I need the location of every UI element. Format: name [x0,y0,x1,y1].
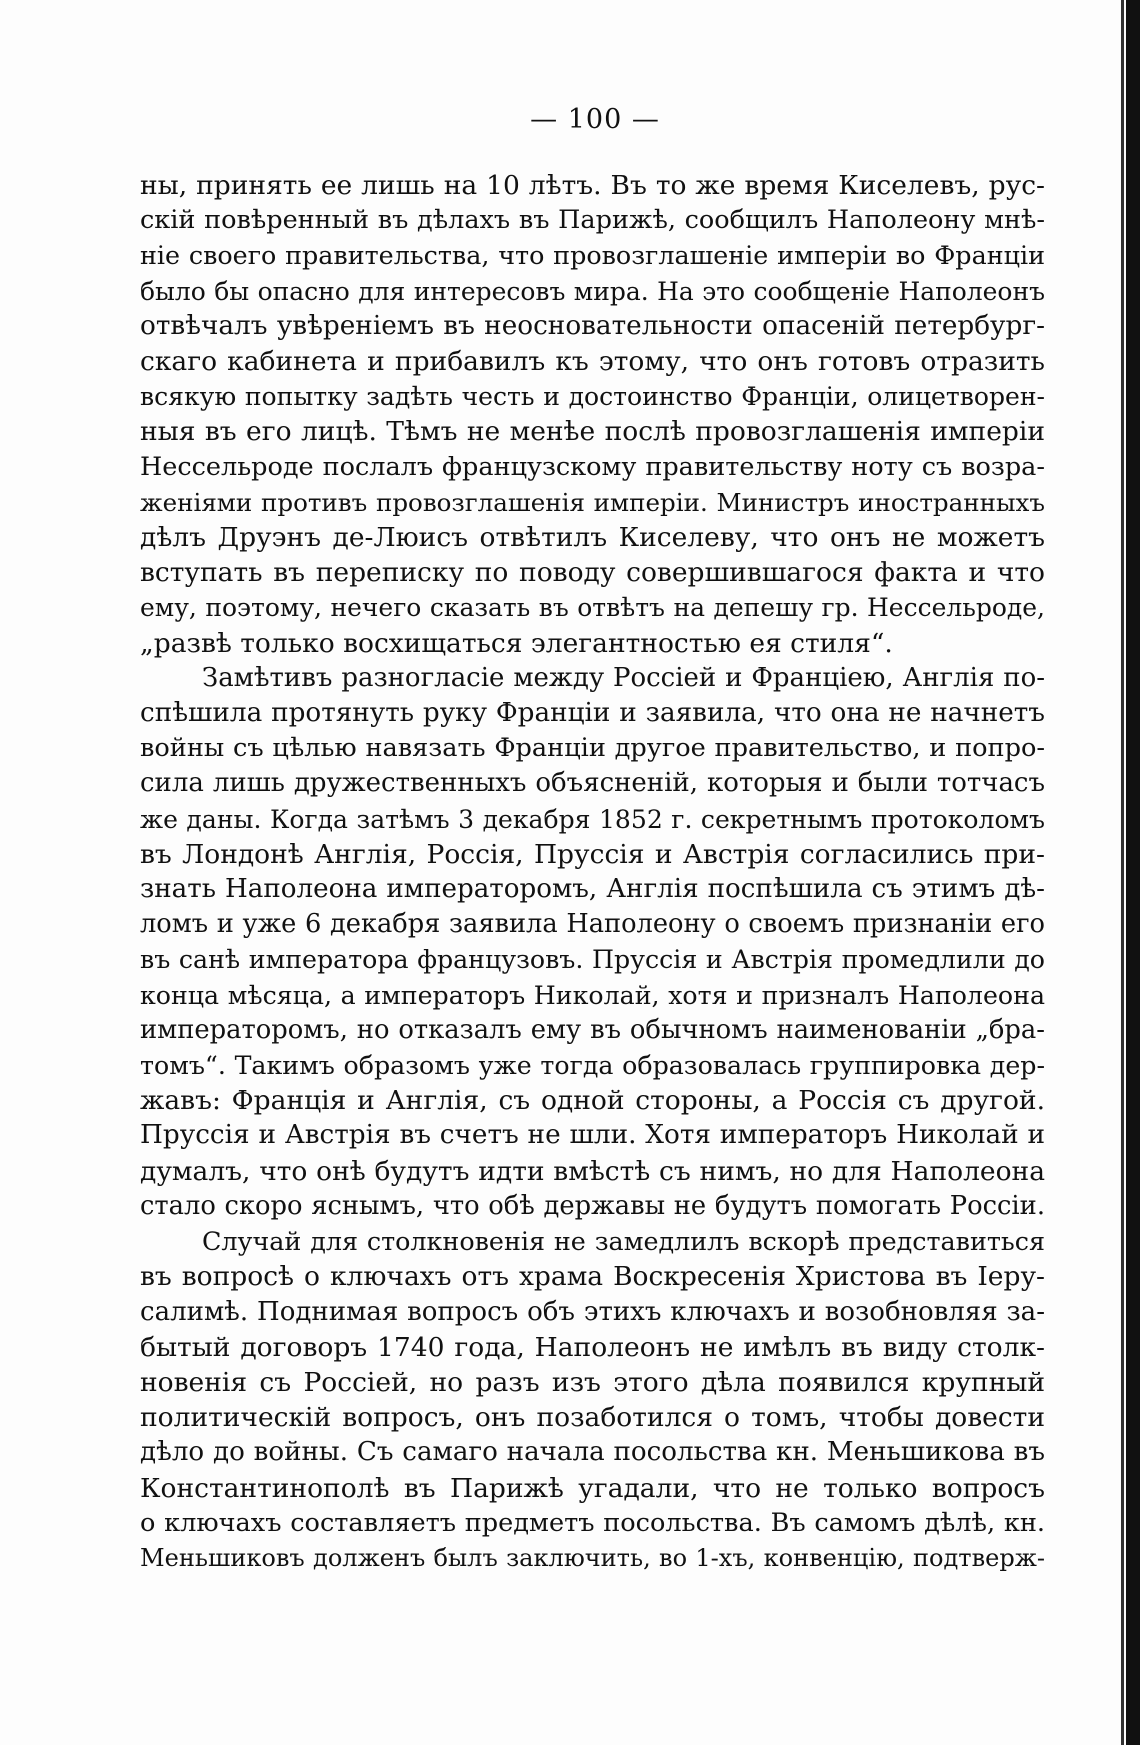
page-edge-shadow [1126,0,1140,1745]
text-line: ны, принять ее лишь на 10 лѣтъ. Въ то же время Киселевъ, рус- [140,170,1045,201]
text-line: въ Лондонѣ Англія, Россія, Пруссія и Австрія согласились при- [140,838,1045,870]
text-line: думалъ, что онѣ будутъ идти вмѣстѣ съ нимъ, но для Наполеона [140,1155,1045,1187]
text-line: отвѣчалъ увѣреніемъ въ неосновательности опасеній петербург- [140,310,1045,341]
text-line: Случай для столкновенія не замедлилъ вскорѣ представиться [202,1226,1045,1257]
text-line: новенія съ Россіей, но разъ изъ этого дѣла появился крупный [140,1366,1045,1398]
text-line: о ключахъ составляетъ предметъ посольства. Въ самомъ дѣлѣ, кн. [140,1507,1045,1538]
text-line: женіями противъ провозглашенія имперіи. Министръ иностранныхъ [140,487,1045,517]
text-line: жавъ: Франція и Англія, съ одной стороны, а Россія съ другой. [140,1085,1045,1117]
text-line: всякую попытку задѣть честь и достоинство Франціи, олицетворен- [140,382,1045,412]
text-line: томъ“. Такимъ образомъ уже тогда образовалась группировка дер- [140,1051,1045,1081]
text-line: сила лишь дружественныхъ объясненій, которыя и были тотчасъ [140,768,1045,799]
text-line: конца мѣсяца, а императоръ Николай, хотя и призналъ Наполеона [140,980,1045,1010]
paragraph-3 [140,1224,1045,1576]
text-line: ніе своего правительства, что провозглашеніе имперіи во Франціи [140,240,1045,271]
text-line: въ санѣ императора французовъ. Пруссія и Австрія промедлили до [140,945,1045,975]
text-line: спѣшила протянуть руку Франціи и заявила, что она не начнетъ [140,698,1045,729]
text-line: въ вопросѣ о ключахъ отъ храма Воскресенія Христова въ Іеру- [140,1261,1045,1293]
text-line: скій повѣренный въ дѣлахъ въ Парижѣ, сообщилъ Наполеону мнѣ- [140,205,1045,236]
text-line: „развѣ только восхищаться элегантностью ея стиля“. [140,627,893,659]
text-line: Константинополѣ въ Парижѣ угадали, что не только вопросъ [140,1472,1045,1504]
text-line: стало скоро яснымъ, что обѣ державы не будутъ помогать Россіи. [140,1190,1045,1221]
text-line: Пруссія и Австрія въ счетъ не шли. Хотя императоръ Николай и [140,1120,1045,1151]
text-line: было бы опасно для интересовъ мира. На это сообщеніе Наполеонъ [140,276,1045,306]
text-line: Нессельроде послалъ французскому правительству ноту съ возра- [140,451,1045,482]
text-line: скаго кабинета и прибавилъ къ этому, что онъ готовъ отразить [140,346,1045,378]
text-line: ему, поэтому, нечего сказать въ отвѣтъ на депешу гр. Нессельроде, [140,593,1045,623]
text-line: Меньшиковъ долженъ былъ заключить, во 1-хъ, конвенцію, подтверж- [140,1543,1045,1572]
paragraph-2 [140,661,1045,1224]
text-line: дѣло до войны. Съ самаго начала посольства кн. Меньшикова въ [140,1437,1045,1468]
text-line: императоромъ, но отказалъ ему въ обычномъ наименованіи „бра- [140,1014,1045,1045]
text-line: салимѣ. Поднимая вопросъ объ этихъ ключахъ и возобновляя за- [140,1296,1045,1327]
text-line: же даны. Когда затѣмъ 3 декабря 1852 г. секретнымъ протоколомъ [140,804,1045,834]
text-line: дѣлъ Друэнъ де-Люисъ отвѣтилъ Киселеву, что онъ не можетъ [140,522,1045,554]
text-line: войны съ цѣлью навязать Франціи другое правительство, и попро- [140,733,1045,764]
text-line: ломъ и уже 6 декабря заявила Наполеону о своемъ признаніи его [140,909,1045,940]
text-line: ныя въ его лицѣ. Тѣмъ не менѣе послѣ провозглашенія имперіи [140,416,1045,448]
page-number: — 100 — [530,104,660,135]
text-line: бытый договоръ 1740 года, Наполеонъ не имѣлъ въ виду столк- [140,1331,1045,1363]
text-line: знать Наполеона императоромъ, Англія поспѣшила съ этимъ дѣ- [140,874,1045,905]
text-line: Замѣтивъ разногласіе между Россіей и Франціею, Англія по- [202,662,1045,693]
body-text [140,168,1045,1576]
text-line: политическій вопросъ, онъ позаботился о томъ, чтобы довести [140,1402,1045,1434]
paragraph-1 [140,168,1045,661]
text-line: вступать въ переписку по поводу совершившагося факта и что [140,557,1045,589]
page-edge-line [1121,0,1124,1745]
